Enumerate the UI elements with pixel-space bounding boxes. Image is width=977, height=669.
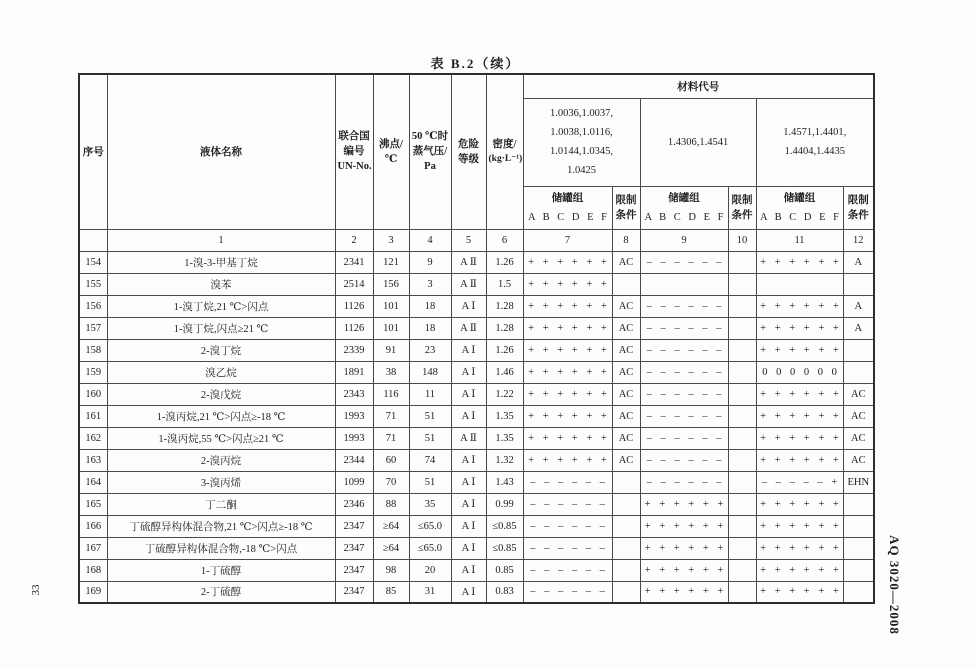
table-row: [79, 537, 874, 559]
density-cell: 0.83: [486, 581, 523, 603]
hazard-grade-cell: A Ⅱ: [451, 251, 486, 273]
column-number: 8: [612, 229, 640, 251]
group3-limit-cell: [843, 537, 874, 559]
vapor-pressure-cell: 11: [409, 383, 451, 405]
group2-tank-marks-cell: – – – – – –: [640, 251, 728, 273]
boiling-point-cell: 98: [373, 559, 409, 581]
group1-tank-marks-cell: + + + + + +: [523, 383, 612, 405]
table-row: [79, 515, 874, 537]
page-number: 33: [30, 584, 42, 596]
group3-limit-cell: [843, 339, 874, 361]
column-number: 12: [843, 229, 874, 251]
header-hazard-grade: 危险 等级: [451, 74, 486, 229]
hazard-grade-cell: A Ⅱ: [451, 317, 486, 339]
vapor-pressure-cell: 9: [409, 251, 451, 273]
vapor-pressure-cell: 51: [409, 427, 451, 449]
group1-tank-marks-cell: + + + + + +: [523, 251, 612, 273]
vapor-pressure-cell: 18: [409, 295, 451, 317]
un-number-cell: 2341: [335, 251, 373, 273]
table-row: [79, 471, 874, 493]
density-cell: 1.5: [486, 273, 523, 295]
group1-tank-marks-cell: + + + + + +: [523, 361, 612, 383]
liquid-name-cell: 2-溴丁烷: [107, 339, 335, 361]
group3-tank-marks-cell: – – – – – +: [756, 471, 843, 493]
group2-limit-cell: [728, 295, 756, 317]
group3-limit-cell: AC: [843, 405, 874, 427]
un-number-cell: 1126: [335, 317, 373, 339]
serial-number-cell: 160: [79, 383, 107, 405]
table-row: [79, 383, 874, 405]
hazard-grade-cell: A Ⅰ: [451, 515, 486, 537]
group3-tank-marks-cell: + + + + + +: [756, 559, 843, 581]
group1-tank-marks-cell: + + + + + +: [523, 339, 612, 361]
group2-limit-cell: [728, 273, 756, 295]
group3-limit-cell: A: [843, 317, 874, 339]
liquid-name-cell: 1-丁硫醇: [107, 559, 335, 581]
table-row: [79, 273, 874, 295]
boiling-point-cell: ≥64: [373, 537, 409, 559]
group1-limit-cell: AC: [612, 251, 640, 273]
liquid-name-cell: 丁硫醇异构体混合物,-18 ℃>闪点: [107, 537, 335, 559]
table-body: [79, 251, 874, 603]
hazard-grade-cell: A Ⅱ: [451, 273, 486, 295]
standard-code: AQ 3020—2008: [887, 535, 902, 635]
boiling-point-cell: 85: [373, 581, 409, 603]
liquid-name-cell: 1-溴丁烷,闪点≥21 ℃: [107, 317, 335, 339]
liquid-name-cell: 3-溴丙烯: [107, 471, 335, 493]
table-row: [79, 361, 874, 383]
density-cell: 1.28: [486, 317, 523, 339]
hazard-grade-cell: A Ⅰ: [451, 449, 486, 471]
group1-limit-cell: [612, 493, 640, 515]
vapor-pressure-cell: ≤65.0: [409, 515, 451, 537]
column-number: 9: [640, 229, 728, 251]
group2-tank-marks-cell: – – – – – –: [640, 427, 728, 449]
table-row: [79, 493, 874, 515]
boiling-point-cell: ≥64: [373, 515, 409, 537]
table-row: [79, 559, 874, 581]
density-cell: 1.43: [486, 471, 523, 493]
group1-limit-cell: AC: [612, 339, 640, 361]
serial-number-cell: 167: [79, 537, 107, 559]
group1-tank-marks-cell: + + + + + +: [523, 295, 612, 317]
table-title: 表 B.2（续）: [430, 56, 521, 71]
liquid-name-cell: 1-溴丁烷,21 ℃>闪点: [107, 295, 335, 317]
un-number-cell: 2343: [335, 383, 373, 405]
group3-tank-marks-cell: + + + + + +: [756, 251, 843, 273]
un-number-cell: 2339: [335, 339, 373, 361]
group1-tank-marks-cell: – – – – – –: [523, 515, 612, 537]
density-cell: 1.28: [486, 295, 523, 317]
header-liquid-name: 液体名称: [107, 74, 335, 229]
table-row: [79, 405, 874, 427]
un-number-cell: 1891: [335, 361, 373, 383]
group3-limit-cell: AC: [843, 449, 874, 471]
header-density: 密度/ (kg·L⁻¹): [486, 74, 523, 229]
boiling-point-cell: 71: [373, 427, 409, 449]
vapor-pressure-cell: 51: [409, 471, 451, 493]
hazard-grade-cell: A Ⅰ: [451, 295, 486, 317]
group3-limit-cell: AC: [843, 383, 874, 405]
group2-limit-cell: [728, 581, 756, 603]
liquid-name-cell: 丁二酮: [107, 493, 335, 515]
vapor-pressure-cell: 3: [409, 273, 451, 295]
density-cell: ≤0.85: [486, 515, 523, 537]
group1-limit-cell: AC: [612, 295, 640, 317]
header-serial: 序号: [79, 74, 107, 229]
serial-number-cell: 168: [79, 559, 107, 581]
group3-tank-marks-cell: [756, 273, 843, 295]
column-number: 11: [756, 229, 843, 251]
group2-limit-cell: [728, 251, 756, 273]
density-cell: 1.46: [486, 361, 523, 383]
vapor-pressure-cell: 148: [409, 361, 451, 383]
group2-tank-marks-cell: – – – – – –: [640, 361, 728, 383]
liquid-name-cell: 2-溴戊烷: [107, 383, 335, 405]
boiling-point-cell: 70: [373, 471, 409, 493]
group1-limit-cell: [612, 537, 640, 559]
serial-number-cell: 163: [79, 449, 107, 471]
liquid-name-cell: 溴乙烷: [107, 361, 335, 383]
column-number: 10: [728, 229, 756, 251]
group2-limit-cell: [728, 427, 756, 449]
group2-limit-cell: [728, 339, 756, 361]
vapor-pressure-cell: 18: [409, 317, 451, 339]
group2-limit-cell: [728, 559, 756, 581]
group3-tank-marks-cell: + + + + + +: [756, 537, 843, 559]
hazard-grade-cell: A Ⅰ: [451, 471, 486, 493]
group2-tank-marks-cell: + + + + + +: [640, 493, 728, 515]
serial-number-cell: 154: [79, 251, 107, 273]
vapor-pressure-cell: ≤65.0: [409, 537, 451, 559]
group2-tank-marks-cell: [640, 273, 728, 295]
group2-tank-marks-cell: – – – – – –: [640, 449, 728, 471]
serial-number-cell: 169: [79, 581, 107, 603]
group3-tank-marks-cell: + + + + + +: [756, 581, 843, 603]
group1-tank-marks-cell: + + + + + +: [523, 449, 612, 471]
hazard-grade-cell: A Ⅰ: [451, 405, 486, 427]
table-row: [79, 581, 874, 603]
vapor-pressure-cell: 31: [409, 581, 451, 603]
group2-limit-cell: [728, 493, 756, 515]
serial-number-cell: 155: [79, 273, 107, 295]
group3-tank-marks-cell: + + + + + +: [756, 317, 843, 339]
liquid-name-cell: 丁硫醇异构体混合物,21 ℃>闪点≥-18 ℃: [107, 515, 335, 537]
liquid-name-cell: 2-溴丙烷: [107, 449, 335, 471]
limit-condition-header-2: 限制 条件: [728, 186, 756, 229]
density-cell: 1.26: [486, 251, 523, 273]
un-number-cell: 1993: [335, 405, 373, 427]
vapor-pressure-cell: 74: [409, 449, 451, 471]
group1-limit-cell: [612, 471, 640, 493]
group3-tank-marks-cell: + + + + + +: [756, 383, 843, 405]
column-number: 6: [486, 229, 523, 251]
boiling-point-cell: 101: [373, 295, 409, 317]
group2-limit-cell: [728, 537, 756, 559]
group1-limit-cell: AC: [612, 405, 640, 427]
group3-tank-marks-cell: 0 0 0 0 0 0: [756, 361, 843, 383]
material-group-1: 1.0036,1.0037, 1.0038,1.0116, 1.0144,1.0345, 1.0425: [523, 98, 640, 186]
liquid-name-cell: 1-溴丙烷,55 ℃>闪点≥21 ℃: [107, 427, 335, 449]
group2-tank-marks-cell: – – – – – –: [640, 383, 728, 405]
group2-limit-cell: [728, 471, 756, 493]
boiling-point-cell: 156: [373, 273, 409, 295]
material-group-2: 1.4306,1.4541: [640, 98, 756, 186]
table-row: [79, 427, 874, 449]
group1-tank-marks-cell: – – – – – –: [523, 493, 612, 515]
group3-limit-cell: [843, 559, 874, 581]
un-number-cell: 2347: [335, 515, 373, 537]
serial-number-cell: 159: [79, 361, 107, 383]
serial-number-cell: 161: [79, 405, 107, 427]
group1-tank-marks-cell: + + + + + +: [523, 427, 612, 449]
vapor-pressure-cell: 23: [409, 339, 451, 361]
group1-limit-cell: [612, 581, 640, 603]
hazard-grade-cell: A Ⅰ: [451, 537, 486, 559]
group3-limit-cell: EHN: [843, 471, 874, 493]
serial-number-cell: 164: [79, 471, 107, 493]
table-row: [79, 251, 874, 273]
un-number-cell: 2346: [335, 493, 373, 515]
group2-limit-cell: [728, 317, 756, 339]
table-row: [79, 449, 874, 471]
column-number: 7: [523, 229, 612, 251]
group2-limit-cell: [728, 361, 756, 383]
group2-limit-cell: [728, 449, 756, 471]
header-boiling-point: 沸点/ ℃: [373, 74, 409, 229]
vapor-pressure-cell: 51: [409, 405, 451, 427]
column-number-row: [79, 229, 874, 251]
group1-tank-marks-cell: + + + + + +: [523, 405, 612, 427]
column-number: 2: [335, 229, 373, 251]
hazard-grade-cell: A Ⅰ: [451, 493, 486, 515]
liquids-table: [78, 73, 875, 604]
group2-tank-marks-cell: + + + + + +: [640, 537, 728, 559]
hazard-grade-cell: A Ⅰ: [451, 559, 486, 581]
group1-limit-cell: [612, 515, 640, 537]
group3-tank-marks-cell: + + + + + +: [756, 339, 843, 361]
group3-limit-cell: [843, 581, 874, 603]
material-group-3: 1.4571,1.4401, 1.4404,1.4435: [756, 98, 874, 186]
liquid-name-cell: 1-溴丙烷,21 ℃>闪点≥-18 ℃: [107, 405, 335, 427]
group3-tank-marks-cell: + + + + + +: [756, 295, 843, 317]
boiling-point-cell: 60: [373, 449, 409, 471]
group3-limit-cell: [843, 515, 874, 537]
density-cell: 1.26: [486, 339, 523, 361]
group2-limit-cell: [728, 383, 756, 405]
group3-limit-cell: [843, 361, 874, 383]
density-cell: 0.99: [486, 493, 523, 515]
group1-tank-marks-cell: – – – – – –: [523, 537, 612, 559]
density-cell: ≤0.85: [486, 537, 523, 559]
group1-tank-marks-cell: – – – – – –: [523, 471, 612, 493]
un-number-cell: 2514: [335, 273, 373, 295]
un-number-cell: 1099: [335, 471, 373, 493]
group1-limit-cell: AC: [612, 317, 640, 339]
un-number-cell: 2347: [335, 537, 373, 559]
group3-limit-cell: AC: [843, 427, 874, 449]
density-cell: 0.85: [486, 559, 523, 581]
density-cell: 1.35: [486, 427, 523, 449]
group1-tank-marks-cell: – – – – – –: [523, 559, 612, 581]
group2-tank-marks-cell: + + + + + +: [640, 559, 728, 581]
hazard-grade-cell: A Ⅱ: [451, 427, 486, 449]
limit-condition-header-1: 限制 条件: [612, 186, 640, 229]
density-cell: 1.35: [486, 405, 523, 427]
serial-number-cell: 166: [79, 515, 107, 537]
group3-tank-marks-cell: + + + + + +: [756, 405, 843, 427]
group3-tank-marks-cell: + + + + + +: [756, 449, 843, 471]
un-number-cell: 1126: [335, 295, 373, 317]
group1-limit-cell: AC: [612, 383, 640, 405]
boiling-point-cell: 71: [373, 405, 409, 427]
column-number: 5: [451, 229, 486, 251]
group1-limit-cell: AC: [612, 361, 640, 383]
serial-number-cell: 156: [79, 295, 107, 317]
column-number: [79, 229, 107, 251]
group1-tank-marks-cell: + + + + + +: [523, 317, 612, 339]
un-number-cell: 1993: [335, 427, 373, 449]
liquid-name-cell: 2-丁硫醇: [107, 581, 335, 603]
group1-limit-cell: [612, 559, 640, 581]
boiling-point-cell: 116: [373, 383, 409, 405]
serial-number-cell: 165: [79, 493, 107, 515]
serial-number-cell: 162: [79, 427, 107, 449]
group1-limit-cell: AC: [612, 449, 640, 471]
group2-limit-cell: [728, 405, 756, 427]
liquid-name-cell: 溴苯: [107, 273, 335, 295]
group3-limit-cell: [843, 493, 874, 515]
group1-limit-cell: AC: [612, 427, 640, 449]
group1-tank-marks-cell: – – – – – –: [523, 581, 612, 603]
limit-condition-header-3: 限制 条件: [843, 186, 874, 229]
table-row: [79, 317, 874, 339]
column-number: 1: [107, 229, 335, 251]
group2-tank-marks-cell: – – – – – –: [640, 317, 728, 339]
group2-tank-marks-cell: + + + + + +: [640, 581, 728, 603]
density-cell: 1.22: [486, 383, 523, 405]
boiling-point-cell: 88: [373, 493, 409, 515]
group3-tank-marks-cell: + + + + + +: [756, 493, 843, 515]
table-row: [79, 339, 874, 361]
group2-tank-marks-cell: – – – – – –: [640, 405, 728, 427]
column-number: 3: [373, 229, 409, 251]
group2-tank-marks-cell: – – – – – –: [640, 295, 728, 317]
header-un-number: 联合国 编号 UN-No.: [335, 74, 373, 229]
group3-tank-marks-cell: + + + + + +: [756, 515, 843, 537]
column-number: 4: [409, 229, 451, 251]
boiling-point-cell: 121: [373, 251, 409, 273]
vapor-pressure-cell: 20: [409, 559, 451, 581]
header-material-code: 材料代号: [523, 74, 874, 98]
boiling-point-cell: 101: [373, 317, 409, 339]
density-cell: 1.32: [486, 449, 523, 471]
vapor-pressure-cell: 35: [409, 493, 451, 515]
liquid-name-cell: 1-溴-3-甲基丁烷: [107, 251, 335, 273]
group1-limit-cell: [612, 273, 640, 295]
table-row: [79, 295, 874, 317]
group2-tank-marks-cell: – – – – – –: [640, 471, 728, 493]
group1-tank-marks-cell: + + + + + +: [523, 273, 612, 295]
tank-group-header-2: 储罐组 A B C D E F: [640, 186, 728, 229]
group3-limit-cell: A: [843, 251, 874, 273]
group2-tank-marks-cell: + + + + + +: [640, 515, 728, 537]
hazard-grade-cell: A Ⅰ: [451, 581, 486, 603]
tank-group-header-1: 储罐组 A B C D E F: [523, 186, 612, 229]
group3-tank-marks-cell: + + + + + +: [756, 427, 843, 449]
hazard-grade-cell: A Ⅰ: [451, 383, 486, 405]
hazard-grade-cell: A Ⅰ: [451, 339, 486, 361]
hazard-grade-cell: A Ⅰ: [451, 361, 486, 383]
header-vapor-pressure: 50 ℃时 蒸气压/ Pa: [409, 74, 451, 229]
serial-number-cell: 157: [79, 317, 107, 339]
boiling-point-cell: 38: [373, 361, 409, 383]
serial-number-cell: 158: [79, 339, 107, 361]
un-number-cell: 2347: [335, 559, 373, 581]
group3-limit-cell: A: [843, 295, 874, 317]
boiling-point-cell: 91: [373, 339, 409, 361]
un-number-cell: 2347: [335, 581, 373, 603]
group2-limit-cell: [728, 515, 756, 537]
header-row-top: [79, 74, 874, 98]
un-number-cell: 2344: [335, 449, 373, 471]
group3-limit-cell: [843, 273, 874, 295]
tank-group-header-3: 储罐组 A B C D E F: [756, 186, 843, 229]
group2-tank-marks-cell: – – – – – –: [640, 339, 728, 361]
